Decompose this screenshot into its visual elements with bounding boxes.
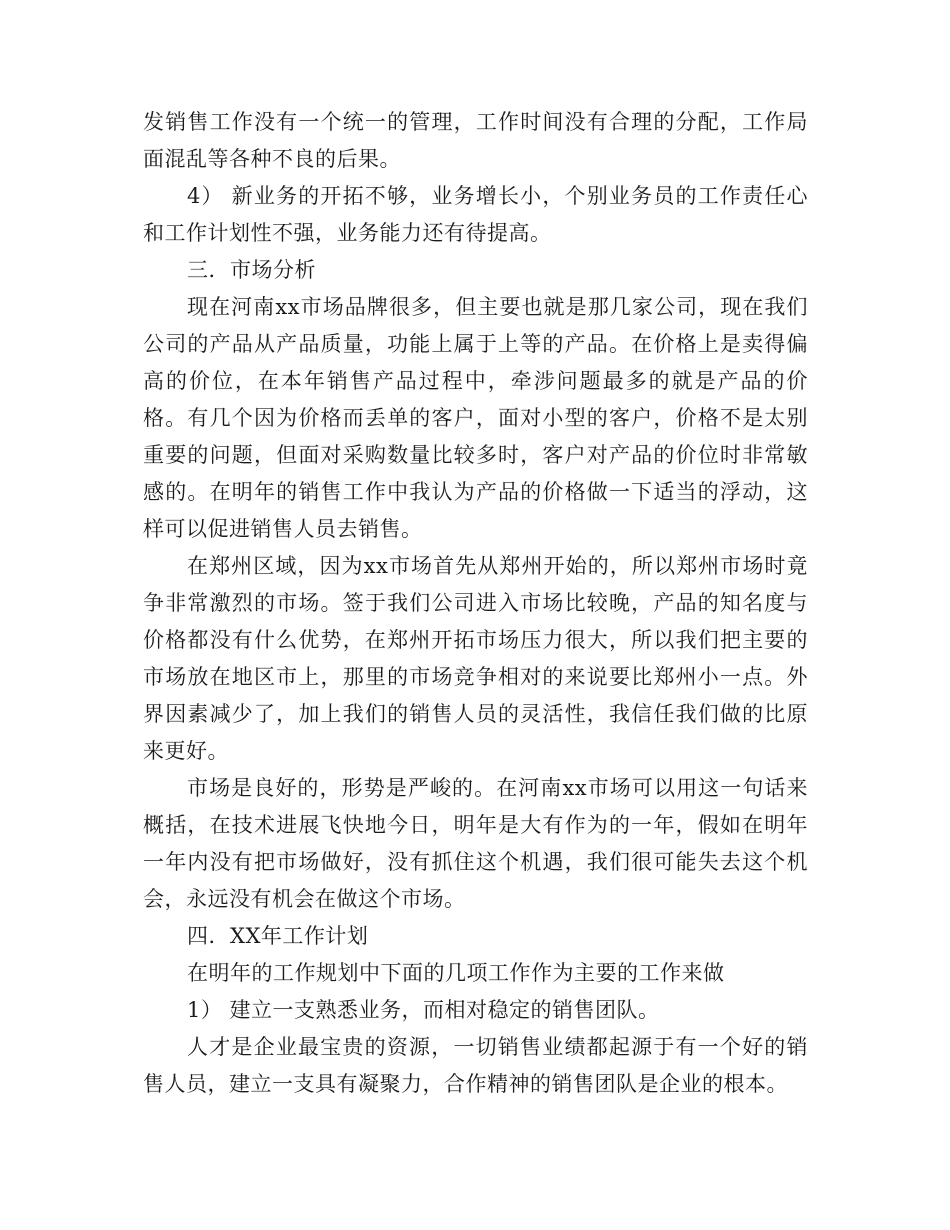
section-heading-work-plan: 四．XX年工作计划 (187, 924, 369, 948)
paragraph-talent: 人才是企业最宝贵的资源，一切销售业绩都起源于有一个好的销售人员，建立一支具有凝聚力，合作精神的销售团队是企业的根本。 (143, 1035, 808, 1096)
paragraph-market-brands: 现在河南xx市场品牌很多，但主要也就是那几家公司，现在我们公司的产品从产品质量，功能上属于上等的产品。在价格上是卖得偏高的价位，在本年销售产品过程中，牵涉问题最多的就是产品的价格。有几个因为价格而丢单的客户，面对小型的客户，价格不是太别重要的问题，但面对采购数量比较多时，客户对产品的价位时非常敏感的。在明年的销售工作中我认为产品的价格做一下适当的浮动，这样可以促进销售人员去销售。 (143, 295, 808, 541)
paragraph-item-4: 4） 新业务的开拓不够，业务增长小，个别业务员的工作责任心和工作计划性不强，业务能力还有待提高。 (143, 184, 808, 245)
paragraph-zhengzhou-region: 在郑州区域，因为xx市场首先从郑州开始的，所以郑州市场时竟争非常激烈的市场。签于我们公司进入市场比较晚，产品的知名度与价格都没有什么优势，在郑州开拓市场压力很大，所以我们把主要的市场放在地区市上，那里的市场竞争相对的来说要比郑州小一点。外界因素减少了，加上我们的销售人员的灵活性，我信任我们做的比原来更好。 (143, 554, 808, 763)
document-body (143, 104, 808, 1103)
paragraph-plan-intro: 在明年的工作规划中下面的几项工作作为主要的工作来做 (187, 961, 725, 985)
paragraph-market-outlook: 市场是良好的，形势是严峻的。在河南xx市场可以用这一句话来概括，在技术进展飞快地今日，明年是大有作为的一年，假如在明年一年内没有把市场做好，没有抓住这个机遇，我们很可能失去这个机会，永远没有机会在做这个市场。 (143, 776, 808, 911)
paragraph-item-1: 1） 建立一支熟悉业务，而相对稳定的销售团队。 (187, 998, 660, 1022)
section-heading-market-analysis: 三．市场分析 (187, 258, 316, 282)
paragraph-continuation: 发销售工作没有一个统一的管理，工作时间没有合理的分配，工作局面混乱等各种不良的后果。 (143, 110, 808, 171)
